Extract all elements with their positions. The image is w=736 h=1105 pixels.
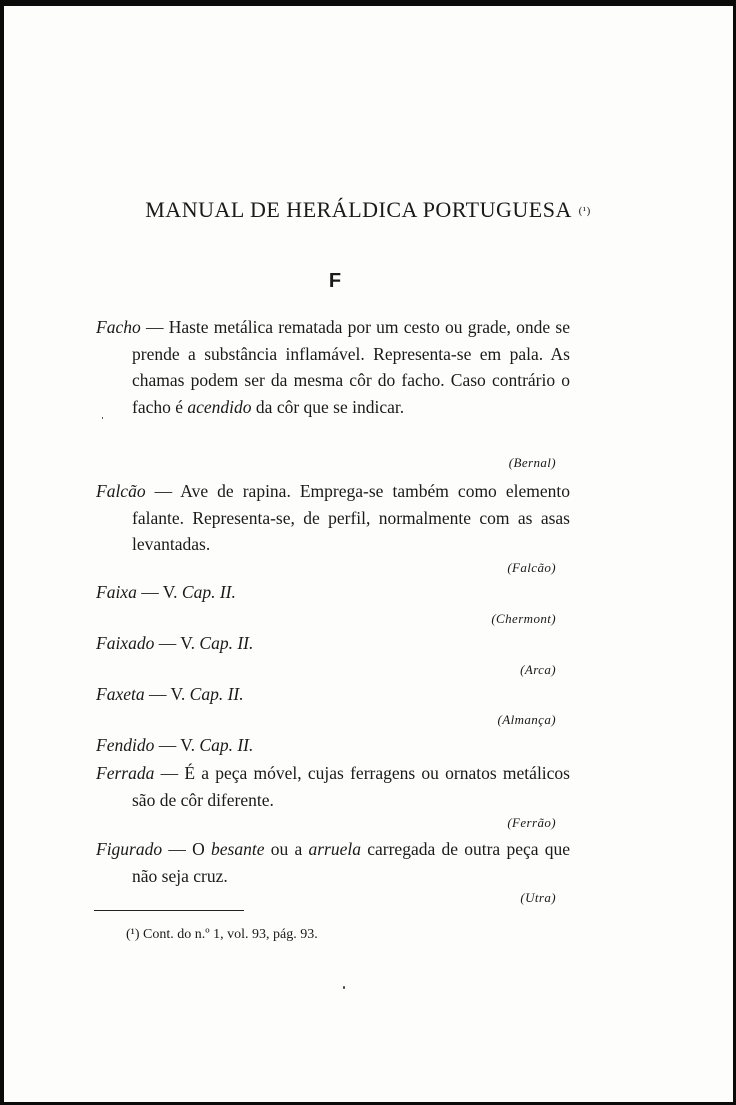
scan-border-left bbox=[0, 0, 4, 1105]
entry-definition: Ave de rapina. Emprega-se também como elemento falante. Representa-se, de perfil, normalmente com as asas levantadas. bbox=[132, 481, 570, 554]
entry-source: (Utra) bbox=[520, 890, 556, 905]
entry-definition: V. bbox=[180, 633, 200, 653]
entry-facho-body bbox=[96, 314, 570, 420]
entry-emphasis: Cap. II. bbox=[199, 633, 254, 653]
entry-source: (Bernal) bbox=[508, 455, 556, 470]
footnote-divider bbox=[94, 910, 244, 911]
entry-ferrada bbox=[96, 760, 570, 813]
entry-faixa bbox=[96, 579, 570, 606]
footnote-marker: (¹) bbox=[126, 927, 140, 942]
entry-definition: O bbox=[192, 839, 212, 859]
entry-faixa-body bbox=[96, 579, 570, 606]
entry-term: Ferrada bbox=[96, 763, 155, 783]
entry-source: (Ferrão) bbox=[507, 815, 556, 830]
entry-emphasis: acendido bbox=[187, 396, 252, 417]
footnote-text: Cont. do n.º 1, vol. 93, pág. 93. bbox=[143, 927, 318, 942]
entry-term: Fendido bbox=[96, 735, 155, 755]
entry-definition: É a peça móvel, cujas ferragens ou ornatos metálicos são de côr diferente. bbox=[132, 763, 570, 810]
entry-term: Falcão bbox=[96, 481, 146, 501]
entry-figurado-body bbox=[96, 836, 570, 889]
entry-definition: carregada de outra peça que não seja cruz. bbox=[132, 839, 571, 886]
scan-speck bbox=[102, 417, 103, 419]
entry-faixado-body bbox=[96, 630, 570, 657]
entry-ferrada-body bbox=[96, 760, 570, 813]
title-footnote-marker: (¹) bbox=[578, 205, 591, 217]
entry-emphasis: arruela bbox=[308, 839, 361, 859]
entry-facho bbox=[96, 314, 570, 420]
entry-source: (Almança) bbox=[497, 712, 556, 727]
entry-faxeta bbox=[96, 681, 570, 708]
entry-separator: — bbox=[136, 582, 163, 602]
entry-emphasis: Cap. II. bbox=[181, 582, 236, 602]
page-title-text: MANUAL DE HERÁLDICA PORTUGUESA bbox=[145, 197, 571, 222]
entry-separator: — bbox=[145, 481, 181, 501]
entry-definition: da côr que se indicar. bbox=[251, 396, 405, 417]
entry-term: Figurado bbox=[96, 839, 163, 859]
entry-separator: — bbox=[144, 684, 171, 704]
entry-source: (Chermont) bbox=[491, 611, 556, 626]
entry-separator: — bbox=[154, 633, 181, 653]
entry-fendido bbox=[96, 732, 570, 759]
entry-figurado bbox=[96, 836, 570, 889]
entry-separator: — bbox=[154, 763, 185, 783]
entry-term: Faixa bbox=[96, 582, 137, 602]
entry-separator: — bbox=[162, 839, 193, 859]
entry-fendido-body bbox=[96, 732, 570, 759]
entry-emphasis: Cap. II. bbox=[189, 684, 244, 704]
entry-source: (Falcão) bbox=[507, 560, 556, 575]
entry-faxeta-body bbox=[96, 681, 570, 708]
section-letter: F bbox=[328, 270, 342, 292]
entry-definition: V. bbox=[170, 684, 190, 704]
entry-faixado bbox=[96, 630, 570, 657]
entry-definition: V. bbox=[180, 735, 200, 755]
footnote bbox=[126, 927, 318, 943]
entry-separator: — bbox=[154, 735, 181, 755]
entry-source: (Arca) bbox=[520, 662, 556, 677]
entry-term: Facho bbox=[96, 317, 141, 337]
entry-emphasis: Cap. II. bbox=[199, 735, 254, 755]
entry-term: Faxeta bbox=[96, 684, 145, 704]
entry-definition: Haste metálica rematada por um cesto ou grade, onde se prende a substância inflamável. Representa-se em pala. As chamas podem ser da mesma côr do facho. Caso contrário o facho é bbox=[132, 317, 570, 417]
scan-border-top bbox=[0, 0, 736, 6]
entry-emphasis: besante bbox=[211, 839, 265, 859]
entry-term: Faixado bbox=[96, 633, 155, 653]
entry-falcao bbox=[96, 478, 570, 558]
entry-falcao-body bbox=[96, 478, 570, 558]
entry-definition: ou a bbox=[264, 839, 309, 859]
entry-definition: V. bbox=[162, 582, 182, 602]
page-title bbox=[0, 197, 736, 223]
scan-speck bbox=[343, 986, 345, 989]
entry-separator: — bbox=[140, 317, 169, 337]
